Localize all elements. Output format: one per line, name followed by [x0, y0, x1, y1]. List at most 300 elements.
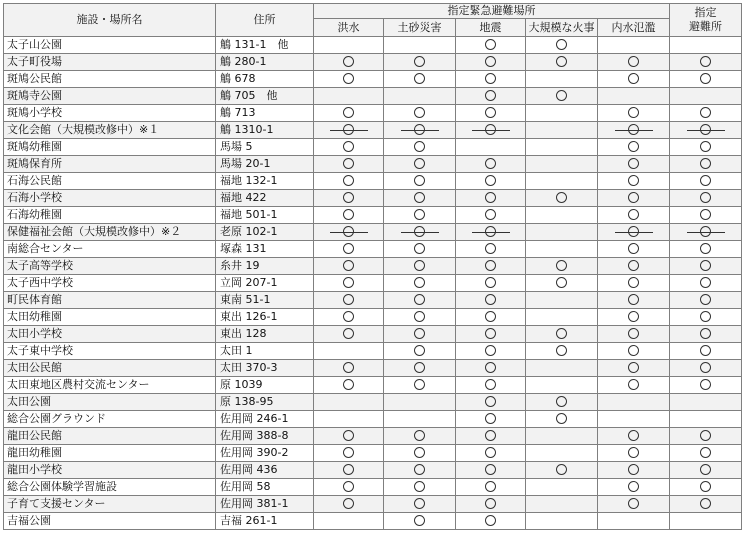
- circle-mark-icon: [700, 328, 711, 339]
- shelter-mark-cell: [670, 479, 742, 496]
- flood-mark-cell: [314, 513, 384, 530]
- landslide-mark-cell: [384, 326, 456, 343]
- facility-address: 鵤 1310-1: [216, 122, 314, 139]
- large-fire-mark-cell: [526, 37, 598, 54]
- earthquake-mark-cell: [456, 156, 526, 173]
- landslide-mark-cell: [384, 156, 456, 173]
- circle-mark-icon: [700, 107, 711, 118]
- table-row: [4, 88, 742, 105]
- shelter-mark-cell: [670, 224, 742, 241]
- circle-mark-icon: [628, 243, 639, 254]
- circle-mark-icon: [628, 73, 639, 84]
- large-fire-mark-cell: [526, 462, 598, 479]
- circle-mark-icon: [485, 209, 496, 220]
- landslide-mark-cell: [384, 360, 456, 377]
- facility-address: 太田 1: [216, 343, 314, 360]
- large-fire-mark-cell: [526, 71, 598, 88]
- facility-address: 原 1039: [216, 377, 314, 394]
- circle-mark-icon: [414, 447, 425, 458]
- circle-mark-icon: [628, 226, 639, 237]
- table-row: [4, 496, 742, 513]
- table-row: [4, 258, 742, 275]
- circle-mark-icon: [700, 175, 711, 186]
- facility-name: 石海小学校: [4, 190, 216, 207]
- inland-flood-mark-cell: [598, 428, 670, 445]
- circle-mark-icon: [485, 56, 496, 67]
- shelter-mark-cell: [670, 428, 742, 445]
- header-large-fire: 大規模な火事: [526, 19, 598, 37]
- flood-mark-cell: [314, 37, 384, 54]
- landslide-mark-cell: [384, 377, 456, 394]
- shelter-mark-cell: [670, 207, 742, 224]
- facility-name: 太田東地区農村交流センター: [4, 377, 216, 394]
- circle-mark-icon: [628, 464, 639, 475]
- circle-mark-icon: [343, 141, 354, 152]
- circle-mark-icon: [700, 430, 711, 441]
- large-fire-mark-cell: [526, 122, 598, 139]
- facility-address: 東南 51-1: [216, 292, 314, 309]
- circle-mark-icon: [343, 464, 354, 475]
- header-emergency-group: 指定緊急避難場所: [314, 4, 670, 19]
- circle-mark-icon: [343, 107, 354, 118]
- facility-name: 文化会館（大規模改修中）※１: [4, 122, 216, 139]
- inland-flood-mark-cell: [598, 445, 670, 462]
- inland-flood-mark-cell: [598, 173, 670, 190]
- earthquake-mark-cell: [456, 428, 526, 445]
- facility-name: 斑鳩公民館: [4, 71, 216, 88]
- circle-mark-icon: [414, 226, 425, 237]
- circle-mark-icon: [700, 141, 711, 152]
- facility-address: 鵤 705 他: [216, 88, 314, 105]
- table-row: [4, 309, 742, 326]
- landslide-mark-cell: [384, 343, 456, 360]
- circle-mark-icon: [414, 141, 425, 152]
- large-fire-mark-cell: [526, 224, 598, 241]
- inland-flood-mark-cell: [598, 71, 670, 88]
- table-row: [4, 173, 742, 190]
- circle-mark-icon: [343, 192, 354, 203]
- circle-mark-icon: [414, 328, 425, 339]
- circle-mark-icon: [414, 260, 425, 271]
- circle-mark-icon: [485, 447, 496, 458]
- facility-name: 石海公民館: [4, 173, 216, 190]
- circle-mark-icon: [628, 107, 639, 118]
- circle-mark-icon: [628, 345, 639, 356]
- earthquake-mark-cell: [456, 292, 526, 309]
- circle-mark-icon: [485, 294, 496, 305]
- large-fire-mark-cell: [526, 88, 598, 105]
- shelter-mark-cell: [670, 513, 742, 530]
- circle-mark-icon: [485, 277, 496, 288]
- large-fire-mark-cell: [526, 479, 598, 496]
- landslide-mark-cell: [384, 241, 456, 258]
- circle-mark-icon: [343, 481, 354, 492]
- circle-mark-icon: [628, 277, 639, 288]
- facility-address: 馬場 20-1: [216, 156, 314, 173]
- shelter-mark-cell: [670, 258, 742, 275]
- earthquake-mark-cell: [456, 54, 526, 71]
- circle-mark-icon: [485, 73, 496, 84]
- flood-mark-cell: [314, 156, 384, 173]
- facility-address: 福地 422: [216, 190, 314, 207]
- earthquake-mark-cell: [456, 411, 526, 428]
- circle-mark-icon: [414, 464, 425, 475]
- flood-mark-cell: [314, 122, 384, 139]
- landslide-mark-cell: [384, 122, 456, 139]
- facility-address: 東出 126-1: [216, 309, 314, 326]
- table-row: [4, 445, 742, 462]
- earthquake-mark-cell: [456, 360, 526, 377]
- circle-mark-icon: [343, 124, 354, 135]
- circle-mark-icon: [414, 192, 425, 203]
- table-row: [4, 343, 742, 360]
- facility-name: 太田小学校: [4, 326, 216, 343]
- facility-name: 南総合センター: [4, 241, 216, 258]
- circle-mark-icon: [485, 379, 496, 390]
- circle-mark-icon: [485, 175, 496, 186]
- facility-address: 佐用岡 58: [216, 479, 314, 496]
- header-address: 住所: [216, 4, 314, 37]
- circle-mark-icon: [343, 430, 354, 441]
- circle-mark-icon: [343, 243, 354, 254]
- landslide-mark-cell: [384, 54, 456, 71]
- inland-flood-mark-cell: [598, 411, 670, 428]
- facility-address: 佐用岡 246-1: [216, 411, 314, 428]
- flood-mark-cell: [314, 479, 384, 496]
- circle-mark-icon: [700, 498, 711, 509]
- inland-flood-mark-cell: [598, 309, 670, 326]
- circle-mark-icon: [414, 481, 425, 492]
- circle-mark-icon: [556, 39, 567, 50]
- shelter-mark-cell: [670, 326, 742, 343]
- large-fire-mark-cell: [526, 309, 598, 326]
- landslide-mark-cell: [384, 37, 456, 54]
- flood-mark-cell: [314, 275, 384, 292]
- flood-mark-cell: [314, 326, 384, 343]
- circle-mark-icon: [414, 209, 425, 220]
- circle-mark-icon: [485, 413, 496, 424]
- circle-mark-icon: [343, 260, 354, 271]
- flood-mark-cell: [314, 224, 384, 241]
- shelter-mark-cell: [670, 343, 742, 360]
- circle-mark-icon: [556, 90, 567, 101]
- table-row: [4, 54, 742, 71]
- facility-name: 太子西中学校: [4, 275, 216, 292]
- earthquake-mark-cell: [456, 394, 526, 411]
- header-landslide: 土砂災害: [384, 19, 456, 37]
- large-fire-mark-cell: [526, 207, 598, 224]
- circle-mark-icon: [485, 158, 496, 169]
- circle-mark-icon: [414, 362, 425, 373]
- flood-mark-cell: [314, 445, 384, 462]
- circle-mark-icon: [485, 124, 496, 135]
- circle-mark-icon: [343, 498, 354, 509]
- circle-mark-icon: [414, 107, 425, 118]
- shelter-table-container: [3, 3, 742, 530]
- circle-mark-icon: [700, 311, 711, 322]
- table-row: [4, 71, 742, 88]
- circle-mark-icon: [485, 107, 496, 118]
- large-fire-mark-cell: [526, 292, 598, 309]
- landslide-mark-cell: [384, 173, 456, 190]
- inland-flood-mark-cell: [598, 88, 670, 105]
- circle-mark-icon: [628, 498, 639, 509]
- large-fire-mark-cell: [526, 156, 598, 173]
- circle-mark-icon: [485, 430, 496, 441]
- flood-mark-cell: [314, 377, 384, 394]
- circle-mark-icon: [628, 481, 639, 492]
- landslide-mark-cell: [384, 513, 456, 530]
- facility-name: 太田公園: [4, 394, 216, 411]
- landslide-mark-cell: [384, 190, 456, 207]
- inland-flood-mark-cell: [598, 326, 670, 343]
- landslide-mark-cell: [384, 411, 456, 428]
- circle-mark-icon: [414, 430, 425, 441]
- landslide-mark-cell: [384, 428, 456, 445]
- circle-mark-icon: [628, 311, 639, 322]
- inland-flood-mark-cell: [598, 513, 670, 530]
- large-fire-mark-cell: [526, 190, 598, 207]
- shelter-mark-cell: [670, 105, 742, 122]
- flood-mark-cell: [314, 258, 384, 275]
- table-row: [4, 479, 742, 496]
- shelter-mark-cell: [670, 445, 742, 462]
- circle-mark-icon: [343, 362, 354, 373]
- shelter-mark-cell: [670, 190, 742, 207]
- circle-mark-icon: [343, 447, 354, 458]
- inland-flood-mark-cell: [598, 105, 670, 122]
- shelter-mark-cell: [670, 394, 742, 411]
- header-shelter-line2: 避難所: [689, 20, 723, 33]
- inland-flood-mark-cell: [598, 496, 670, 513]
- circle-mark-icon: [556, 328, 567, 339]
- circle-mark-icon: [700, 73, 711, 84]
- shelter-mark-cell: [670, 173, 742, 190]
- flood-mark-cell: [314, 173, 384, 190]
- facility-address: 佐用岡 390-2: [216, 445, 314, 462]
- facility-address: 糸井 19: [216, 258, 314, 275]
- circle-mark-icon: [700, 243, 711, 254]
- flood-mark-cell: [314, 71, 384, 88]
- circle-mark-icon: [343, 73, 354, 84]
- landslide-mark-cell: [384, 394, 456, 411]
- earthquake-mark-cell: [456, 139, 526, 156]
- circle-mark-icon: [343, 158, 354, 169]
- large-fire-mark-cell: [526, 428, 598, 445]
- earthquake-mark-cell: [456, 207, 526, 224]
- circle-mark-icon: [485, 243, 496, 254]
- circle-mark-icon: [414, 345, 425, 356]
- table-row: [4, 326, 742, 343]
- circle-mark-icon: [628, 124, 639, 135]
- earthquake-mark-cell: [456, 173, 526, 190]
- table-row: [4, 207, 742, 224]
- facility-name: 太子東中学校: [4, 343, 216, 360]
- circle-mark-icon: [628, 430, 639, 441]
- shelter-mark-cell: [670, 241, 742, 258]
- large-fire-mark-cell: [526, 105, 598, 122]
- inland-flood-mark-cell: [598, 207, 670, 224]
- circle-mark-icon: [700, 192, 711, 203]
- flood-mark-cell: [314, 309, 384, 326]
- circle-mark-icon: [343, 277, 354, 288]
- large-fire-mark-cell: [526, 513, 598, 530]
- landslide-mark-cell: [384, 258, 456, 275]
- large-fire-mark-cell: [526, 173, 598, 190]
- flood-mark-cell: [314, 462, 384, 479]
- facility-name: 町民体育館: [4, 292, 216, 309]
- flood-mark-cell: [314, 88, 384, 105]
- circle-mark-icon: [556, 277, 567, 288]
- circle-mark-icon: [343, 226, 354, 237]
- circle-mark-icon: [414, 379, 425, 390]
- circle-mark-icon: [700, 260, 711, 271]
- header-facility: 施設・場所名: [4, 4, 216, 37]
- flood-mark-cell: [314, 292, 384, 309]
- inland-flood-mark-cell: [598, 360, 670, 377]
- facility-name: 太子山公園: [4, 37, 216, 54]
- inland-flood-mark-cell: [598, 258, 670, 275]
- circle-mark-icon: [485, 396, 496, 407]
- facility-name: 総合公園グラウンド: [4, 411, 216, 428]
- earthquake-mark-cell: [456, 496, 526, 513]
- flood-mark-cell: [314, 207, 384, 224]
- circle-mark-icon: [556, 260, 567, 271]
- earthquake-mark-cell: [456, 37, 526, 54]
- circle-mark-icon: [414, 175, 425, 186]
- circle-mark-icon: [628, 192, 639, 203]
- circle-mark-icon: [700, 209, 711, 220]
- landslide-mark-cell: [384, 275, 456, 292]
- inland-flood-mark-cell: [598, 156, 670, 173]
- table-row: [4, 411, 742, 428]
- circle-mark-icon: [700, 56, 711, 67]
- facility-name: 斑鳩幼稚園: [4, 139, 216, 156]
- facility-name: 斑鳩寺公園: [4, 88, 216, 105]
- large-fire-mark-cell: [526, 360, 598, 377]
- large-fire-mark-cell: [526, 411, 598, 428]
- earthquake-mark-cell: [456, 445, 526, 462]
- facility-address: 鵤 678: [216, 71, 314, 88]
- circle-mark-icon: [343, 379, 354, 390]
- facility-address: 原 138-95: [216, 394, 314, 411]
- circle-mark-icon: [628, 379, 639, 390]
- landslide-mark-cell: [384, 71, 456, 88]
- table-row: [4, 105, 742, 122]
- facility-address: 馬場 5: [216, 139, 314, 156]
- inland-flood-mark-cell: [598, 479, 670, 496]
- landslide-mark-cell: [384, 479, 456, 496]
- table-row: [4, 156, 742, 173]
- facility-address: 吉福 261-1: [216, 513, 314, 530]
- large-fire-mark-cell: [526, 496, 598, 513]
- circle-mark-icon: [556, 396, 567, 407]
- circle-mark-icon: [343, 328, 354, 339]
- circle-mark-icon: [700, 447, 711, 458]
- large-fire-mark-cell: [526, 377, 598, 394]
- earthquake-mark-cell: [456, 105, 526, 122]
- facility-name: 石海幼稚園: [4, 207, 216, 224]
- inland-flood-mark-cell: [598, 224, 670, 241]
- table-row: [4, 139, 742, 156]
- table-row: [4, 224, 742, 241]
- table-row: [4, 428, 742, 445]
- facility-name: 太田公民館: [4, 360, 216, 377]
- flood-mark-cell: [314, 343, 384, 360]
- table-row: [4, 377, 742, 394]
- circle-mark-icon: [700, 481, 711, 492]
- circle-mark-icon: [414, 515, 425, 526]
- facility-address: 太田 370-3: [216, 360, 314, 377]
- earthquake-mark-cell: [456, 326, 526, 343]
- header-flood: 洪水: [314, 19, 384, 37]
- landslide-mark-cell: [384, 88, 456, 105]
- circle-mark-icon: [343, 56, 354, 67]
- facility-address: 塚森 131: [216, 241, 314, 258]
- flood-mark-cell: [314, 428, 384, 445]
- earthquake-mark-cell: [456, 88, 526, 105]
- table-row: [4, 462, 742, 479]
- table-row: [4, 513, 742, 530]
- circle-mark-icon: [700, 345, 711, 356]
- shelter-mark-cell: [670, 496, 742, 513]
- earthquake-mark-cell: [456, 513, 526, 530]
- landslide-mark-cell: [384, 462, 456, 479]
- large-fire-mark-cell: [526, 326, 598, 343]
- circle-mark-icon: [485, 345, 496, 356]
- inland-flood-mark-cell: [598, 343, 670, 360]
- circle-mark-icon: [628, 175, 639, 186]
- shelter-mark-cell: [670, 309, 742, 326]
- circle-mark-icon: [700, 294, 711, 305]
- shelter-mark-cell: [670, 462, 742, 479]
- circle-mark-icon: [485, 90, 496, 101]
- facility-name: 龍田小学校: [4, 462, 216, 479]
- facility-address: 立岡 207-1: [216, 275, 314, 292]
- shelter-mark-cell: [670, 37, 742, 54]
- facility-name: 総合公園体験学習施設: [4, 479, 216, 496]
- earthquake-mark-cell: [456, 241, 526, 258]
- circle-mark-icon: [628, 447, 639, 458]
- table-row: [4, 190, 742, 207]
- inland-flood-mark-cell: [598, 275, 670, 292]
- inland-flood-mark-cell: [598, 122, 670, 139]
- facility-address: 鵤 713: [216, 105, 314, 122]
- facility-name: 子育て支援センター: [4, 496, 216, 513]
- large-fire-mark-cell: [526, 54, 598, 71]
- circle-mark-icon: [628, 158, 639, 169]
- circle-mark-icon: [414, 124, 425, 135]
- large-fire-mark-cell: [526, 343, 598, 360]
- table-header: [4, 4, 742, 37]
- circle-mark-icon: [700, 464, 711, 475]
- circle-mark-icon: [628, 362, 639, 373]
- circle-mark-icon: [628, 260, 639, 271]
- circle-mark-icon: [414, 277, 425, 288]
- circle-mark-icon: [485, 515, 496, 526]
- circle-mark-icon: [485, 498, 496, 509]
- circle-mark-icon: [343, 311, 354, 322]
- flood-mark-cell: [314, 190, 384, 207]
- shelter-mark-cell: [670, 139, 742, 156]
- inland-flood-mark-cell: [598, 54, 670, 71]
- circle-mark-icon: [700, 124, 711, 135]
- circle-mark-icon: [628, 209, 639, 220]
- shelter-mark-cell: [670, 122, 742, 139]
- circle-mark-icon: [556, 345, 567, 356]
- circle-mark-icon: [485, 464, 496, 475]
- circle-mark-icon: [485, 192, 496, 203]
